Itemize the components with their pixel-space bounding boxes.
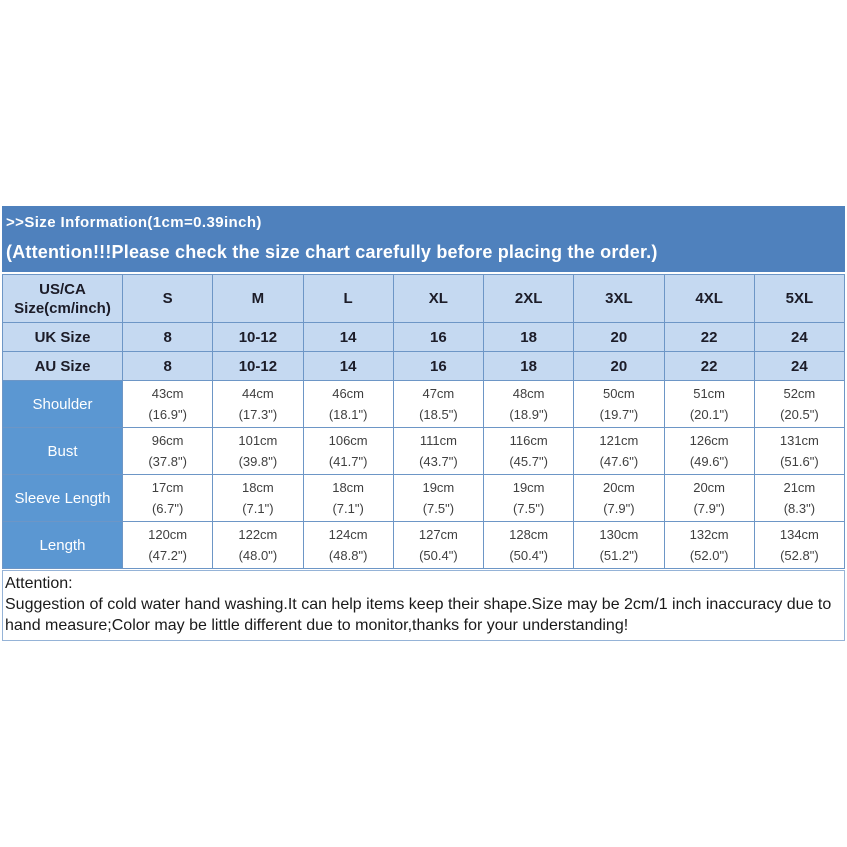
size-column-header: M — [213, 275, 303, 323]
size-value-cell: 8 — [123, 352, 213, 381]
measurement-cm: 127cm — [418, 527, 458, 542]
measurement-inch: (49.6") — [689, 454, 729, 469]
measurement-cm: 126cm — [689, 433, 729, 448]
banner-title: >>Size Information(1cm=0.39inch) — [6, 214, 262, 231]
measurement-inch: (8.3") — [783, 501, 816, 516]
measurement-row-label: Bust — [3, 428, 123, 475]
size-column-header: XL — [393, 275, 483, 323]
size-conversion-row — [3, 352, 845, 381]
measurement-cm: 131cm — [779, 433, 819, 448]
measurement-cm: 44cm — [241, 386, 274, 401]
measurement-cell — [213, 475, 303, 522]
size-column-header: L — [303, 275, 393, 323]
measurement-cm: 116cm — [509, 433, 548, 448]
measurement-cell — [574, 475, 664, 522]
measurement-inch: (47.2") — [148, 548, 187, 563]
measurement-cell — [664, 475, 754, 522]
measurement-cm: 21cm — [783, 480, 816, 495]
size-value-cell: 16 — [393, 352, 483, 381]
measurement-inch: (45.7") — [509, 454, 548, 469]
measurement-cell — [393, 381, 483, 428]
measurement-cell — [303, 381, 393, 428]
size-chart-table — [2, 274, 845, 569]
measurement-row — [3, 428, 845, 475]
measurement-inch: (48.8") — [328, 548, 368, 563]
size-value-cell: 10-12 — [213, 352, 303, 381]
measurement-cm: 46cm — [332, 386, 365, 401]
size-row-label: UK Size — [3, 323, 123, 352]
measurement-cm: 20cm — [693, 480, 726, 495]
measurement-cm: 96cm — [151, 433, 184, 448]
attention-note — [2, 570, 845, 641]
measurement-inch: (52.8") — [780, 548, 819, 563]
measurement-row — [3, 522, 845, 569]
size-value-cell: 20 — [574, 323, 664, 352]
measurement-cell — [393, 475, 483, 522]
measurement-cell — [484, 428, 574, 475]
banner-warning: (Attention!!!Please check the size chart carefully before placing the order.) — [6, 242, 658, 262]
size-value-cell: 22 — [664, 323, 754, 352]
measurement-cm: 48cm — [512, 386, 545, 401]
size-value-cell: 16 — [393, 323, 483, 352]
measurement-cm: 134cm — [779, 527, 819, 542]
measurement-inch: (18.9") — [509, 407, 548, 422]
size-value-cell: 24 — [754, 352, 844, 381]
measurement-cm: 124cm — [328, 527, 368, 542]
measurement-cell — [574, 428, 664, 475]
measurement-inch: (51.6") — [780, 454, 819, 469]
measurement-cell — [484, 381, 574, 428]
table-header-row — [3, 275, 845, 323]
measurement-cm: 132cm — [689, 527, 729, 542]
measurement-inch: (7.5") — [422, 501, 455, 516]
measurement-cm: 122cm — [238, 527, 278, 542]
measurement-row-label: Length — [3, 522, 123, 569]
size-value-cell: 18 — [484, 352, 574, 381]
measurement-cm: 50cm — [602, 386, 635, 401]
attention-text-line1: Suggestion of cold water hand washing.It can help items keep their shape.Size may be 2cm/1 inch inaccuracy due to — [5, 596, 832, 613]
size-conversion-row — [3, 323, 845, 352]
measurement-cm: 47cm — [422, 386, 455, 401]
measurement-cm: 130cm — [599, 527, 639, 542]
size-chart-table-body — [3, 275, 845, 569]
measurement-inch: (18.5") — [419, 407, 458, 422]
measurement-cm: 111cm — [419, 433, 457, 448]
measurement-row-label: Sleeve Length — [3, 475, 123, 522]
measurement-cell — [213, 522, 303, 569]
measurement-cm: 18cm — [241, 480, 274, 495]
corner-header-cell — [3, 275, 123, 323]
measurement-cm: 120cm — [148, 527, 188, 542]
size-column-header: 4XL — [664, 275, 754, 323]
size-row-label: AU Size — [3, 352, 123, 381]
measurement-cm: 106cm — [328, 433, 368, 448]
measurement-cm: 17cm — [151, 480, 184, 495]
measurement-cm: 19cm — [512, 480, 545, 495]
measurement-inch: (52.0") — [689, 548, 729, 563]
corner-header-line: Size(cm/inch) — [14, 299, 111, 317]
size-column-header: S — [123, 275, 213, 323]
measurement-inch: (39.8") — [238, 454, 278, 469]
measurement-cell — [664, 381, 754, 428]
measurement-row-label: Shoulder — [3, 381, 123, 428]
measurement-cell — [303, 428, 393, 475]
measurement-inch: (7.1") — [332, 501, 364, 516]
corner-header-line: US/CA — [39, 280, 86, 298]
size-info-banner — [2, 206, 845, 272]
measurement-cm: 52cm — [783, 386, 816, 401]
size-column-header: 3XL — [574, 275, 664, 323]
measurement-inch: (20.5") — [780, 407, 819, 422]
size-column-header: 5XL — [754, 275, 844, 323]
measurement-inch: (17.3") — [238, 407, 278, 422]
measurement-inch: (50.4") — [509, 548, 548, 563]
measurement-inch: (7.9") — [603, 501, 635, 516]
measurement-cell — [393, 428, 483, 475]
size-column-header: 2XL — [484, 275, 574, 323]
measurement-cell — [664, 428, 754, 475]
measurement-inch: (51.2") — [599, 548, 639, 563]
measurement-inch: (7.1") — [242, 501, 274, 516]
measurement-row — [3, 475, 845, 522]
measurement-inch: (50.4") — [419, 548, 458, 563]
size-value-cell: 14 — [303, 323, 393, 352]
measurement-inch: (41.7") — [328, 454, 368, 469]
measurement-cell — [484, 522, 574, 569]
measurement-row — [3, 381, 845, 428]
measurement-cm: 51cm — [693, 386, 726, 401]
measurement-cell — [754, 381, 844, 428]
measurement-cm: 101cm — [238, 433, 278, 448]
measurement-cm: 121cm — [599, 433, 639, 448]
measurement-inch: (43.7") — [419, 454, 458, 469]
size-value-cell: 10-12 — [213, 323, 303, 352]
measurement-inch: (48.0") — [238, 548, 278, 563]
measurement-inch: (47.6") — [599, 454, 639, 469]
measurement-inch: (19.7") — [599, 407, 639, 422]
size-value-cell: 24 — [754, 323, 844, 352]
measurement-inch: (16.9") — [148, 407, 187, 422]
measurement-cell — [754, 522, 844, 569]
measurement-cell — [123, 381, 213, 428]
measurement-inch: (7.5") — [512, 501, 545, 516]
measurement-cm: 20cm — [602, 480, 635, 495]
measurement-inch: (7.9") — [693, 501, 725, 516]
measurement-cell — [664, 522, 754, 569]
measurement-cm: 18cm — [332, 480, 365, 495]
size-value-cell: 8 — [123, 323, 213, 352]
measurement-cell — [123, 475, 213, 522]
measurement-cell — [393, 522, 483, 569]
measurement-inch: (20.1") — [689, 407, 729, 422]
measurement-cell — [303, 522, 393, 569]
measurement-cell — [754, 475, 844, 522]
size-value-cell: 22 — [664, 352, 754, 381]
measurement-cm: 43cm — [151, 386, 184, 401]
size-value-cell: 14 — [303, 352, 393, 381]
measurement-inch: (18.1") — [328, 407, 368, 422]
size-value-cell: 18 — [484, 323, 574, 352]
measurement-cell — [123, 522, 213, 569]
measurement-cell — [303, 475, 393, 522]
measurement-inch: (37.8") — [148, 454, 187, 469]
measurement-cell — [213, 381, 303, 428]
measurement-cell — [213, 428, 303, 475]
attention-text-line2: hand measure;Color may be little different due to monitor,thanks for your understanding! — [5, 617, 629, 634]
measurement-cell — [123, 428, 213, 475]
measurement-cell — [754, 428, 844, 475]
measurement-cm: 128cm — [509, 527, 549, 542]
measurement-cell — [484, 475, 574, 522]
measurement-cell — [574, 381, 664, 428]
measurement-inch: (6.7") — [151, 501, 184, 516]
attention-title: Attention: — [5, 575, 73, 592]
measurement-cm: 19cm — [422, 480, 455, 495]
size-value-cell: 20 — [574, 352, 664, 381]
measurement-cell — [574, 522, 664, 569]
